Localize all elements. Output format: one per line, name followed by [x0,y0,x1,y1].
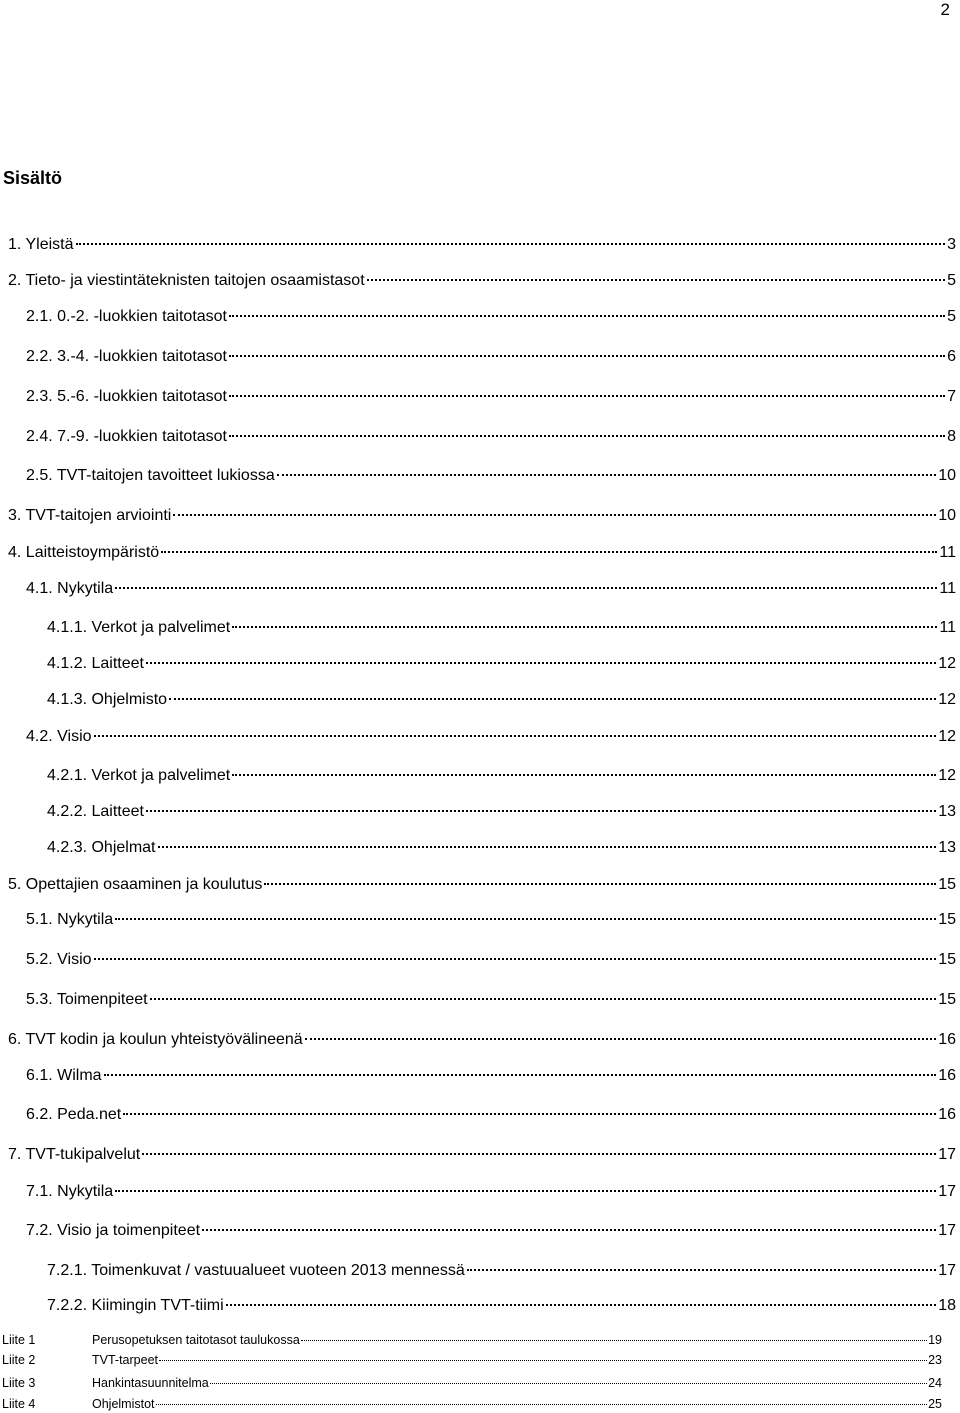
toc-entry-label: 4.2.2. Laitteet [47,803,144,820]
toc-entry[interactable] [26,909,956,931]
toc-entry-page: 11 [939,619,956,636]
toc-entry[interactable] [8,542,956,564]
toc-entry-page: 17 [938,1146,956,1163]
toc-entry[interactable] [26,726,956,748]
toc-entry[interactable] [8,874,956,896]
toc-entry-label: 5. Opettajien osaaminen ja koulutus [8,876,263,893]
dot-leader [226,1304,937,1306]
dot-leader [76,243,946,245]
toc-entry-label: 2.5. TVT-taitojen tavoitteet lukiossa [26,467,275,484]
appendix-label: Ohjelmistot [92,1397,155,1411]
appendix-entry[interactable] [2,1375,942,1391]
toc-entry-page: 16 [938,1067,956,1084]
dot-leader [229,355,945,357]
toc-entry-page: 11 [939,544,956,561]
toc-entry-label: 7. TVT-tukipalvelut [8,1146,141,1163]
toc-entry[interactable] [26,1181,956,1203]
toc-entry[interactable] [26,949,956,971]
appendix-id: Liite 1 [2,1333,36,1347]
toc-entry-page: 16 [938,1106,956,1123]
dot-leader [104,1074,937,1076]
dot-leader [161,551,937,553]
toc-entry-page: 13 [938,803,956,820]
dot-leader [232,774,936,776]
toc-entry[interactable] [47,653,956,675]
toc-entry[interactable] [26,426,956,448]
toc-entry-label: 4.2.3. Ohjelmat [47,839,156,856]
toc-entry[interactable] [26,346,956,368]
dot-leader [115,918,936,920]
toc-entry-page: 7 [947,388,956,405]
dot-leader [94,735,937,737]
toc-entry[interactable] [26,306,956,328]
dot-leader [232,626,937,628]
dot-leader [229,395,945,397]
toc-entry-label: 4.2.1. Verkot ja palvelimet [47,767,231,784]
appendix-entry[interactable] [2,1332,942,1348]
toc-entry[interactable] [47,1295,956,1317]
toc-entry-label: 1. Yleistä [8,236,74,253]
toc-entry-label: 2.4. 7.-9. -luokkien taitotasot [26,428,227,445]
toc-entry-page: 12 [938,655,956,672]
toc-entry-label: 2.3. 5.-6. -luokkien taitotasot [26,388,227,405]
toc-entry-label: 5.2. Visio [26,951,92,968]
toc-entry-label: 7.1. Nykytila [26,1183,114,1200]
dot-leader [142,1153,936,1155]
toc-entry[interactable] [26,1104,956,1126]
dot-leader [94,958,937,960]
toc-entry[interactable] [8,1144,956,1166]
dot-leader [301,1340,927,1341]
toc-entry-page: 17 [938,1262,956,1279]
dot-leader [115,1190,936,1192]
dot-leader [156,1404,928,1405]
appendix-id: Liite 2 [2,1353,36,1367]
appendix-page: 25 [928,1397,942,1411]
toc-entry-label: 4.2. Visio [26,728,92,745]
toc-entry-label: 5.3. Toimenpiteet [26,991,148,1008]
toc-entry-page: 15 [938,911,956,928]
dot-leader [123,1113,936,1115]
appendix-label: Perusopetuksen taitotasot taulukossa [92,1333,300,1347]
appendix-id: Liite 3 [2,1376,36,1390]
toc-entry-page: 15 [938,951,956,968]
dot-leader [150,998,937,1000]
appendix-id: Liite 4 [2,1397,36,1411]
toc-entry-page: 10 [938,507,956,524]
toc-entry[interactable] [47,689,956,711]
toc-entry-page: 13 [938,839,956,856]
appendix-entry[interactable] [2,1352,942,1368]
appendix-page: 23 [928,1353,942,1367]
toc-entry-page: 8 [947,428,956,445]
appendix-page: 19 [928,1333,942,1347]
toc-entry[interactable] [47,837,956,859]
toc-entry-label: 4.1.2. Laitteet [47,655,144,672]
toc-entry-page: 12 [938,728,956,745]
toc-entry[interactable] [26,1065,956,1087]
dot-leader [173,514,936,516]
toc-entry[interactable] [8,505,956,527]
appendix-label: TVT-tarpeet [92,1353,158,1367]
dot-leader [229,315,945,317]
toc-entry-page: 5 [947,308,956,325]
toc-entry-page: 11 [939,580,956,597]
dot-leader [146,810,936,812]
toc-entry[interactable] [26,465,956,487]
dot-leader [146,662,936,664]
dot-leader [158,846,937,848]
toc-entry-label: 4.1.3. Ohjelmisto [47,691,168,708]
dot-leader [277,474,936,476]
toc-entry-label: 2.1. 0.-2. -luokkien taitotasot [26,308,227,325]
dot-leader [210,1383,927,1384]
toc-entry[interactable] [26,989,956,1011]
toc-entry-page: 17 [938,1222,956,1239]
toc-entry-label: 7.2.2. Kiimingin TVT-tiimi [47,1297,224,1314]
toc-entry-label: 6. TVT kodin ja koulun yhteistyövälineenä [8,1031,303,1048]
toc-entry[interactable] [47,765,956,787]
toc-entry[interactable] [47,617,956,639]
toc-entry-label: 4.1.1. Verkot ja palvelimet [47,619,231,636]
toc-entry-page: 15 [938,876,956,893]
toc-entry-page: 5 [947,272,956,289]
toc-entry-page: 10 [938,467,956,484]
toc-entry[interactable] [47,1260,956,1282]
toc-entry-label: 4. Laitteistoympäristö [8,544,160,561]
toc-entry[interactable] [8,270,956,292]
toc-entry[interactable] [47,801,956,823]
toc-entry[interactable] [26,578,956,600]
dot-leader [367,279,945,281]
dot-leader [159,1360,927,1361]
toc-entry[interactable] [26,386,956,408]
page-number: 2 [940,0,950,19]
toc-entry-label: 6.2. Peda.net [26,1106,122,1123]
toc-entry-page: 6 [947,348,956,365]
toc-entry-page: 12 [938,767,956,784]
toc-title: Sisältö [3,168,63,188]
toc-entry[interactable] [26,1220,956,1242]
toc-entry-label: 6.1. Wilma [26,1067,102,1084]
toc-entry-label: 5.1. Nykytila [26,911,114,928]
dot-leader [115,587,937,589]
appendix-label: Hankintasuunnitelma [92,1376,209,1390]
toc-entry-label: 4.1. Nykytila [26,580,114,597]
toc-entry-label: 3. TVT-taitojen arviointi [8,507,172,524]
dot-leader [169,698,936,700]
dot-leader [305,1038,937,1040]
dot-leader [467,1269,936,1271]
toc-entry-page: 16 [938,1031,956,1048]
toc-entry-label: 2.2. 3.-4. -luokkien taitotasot [26,348,227,365]
dot-leader [202,1229,936,1231]
toc-entry-label: 2. Tieto- ja viestintäteknisten taitojen osaamistasot [8,272,365,289]
toc-entry[interactable] [8,234,956,256]
appendix-page: 24 [928,1376,942,1390]
toc-entry-page: 17 [938,1183,956,1200]
toc-entry-page: 18 [938,1297,956,1314]
dot-leader [229,435,945,437]
toc-entry-page: 15 [938,991,956,1008]
dot-leader [264,883,936,885]
appendix-entry[interactable] [2,1396,942,1412]
toc-entry-page: 3 [947,236,956,253]
toc-entry-label: 7.2. Visio ja toimenpiteet [26,1222,201,1239]
toc-entry-page: 12 [938,691,956,708]
toc-entry-label: 7.2.1. Toimenkuvat / vastuualueet vuoteen 2013 mennessä [47,1262,465,1279]
toc-entry[interactable] [8,1029,956,1051]
